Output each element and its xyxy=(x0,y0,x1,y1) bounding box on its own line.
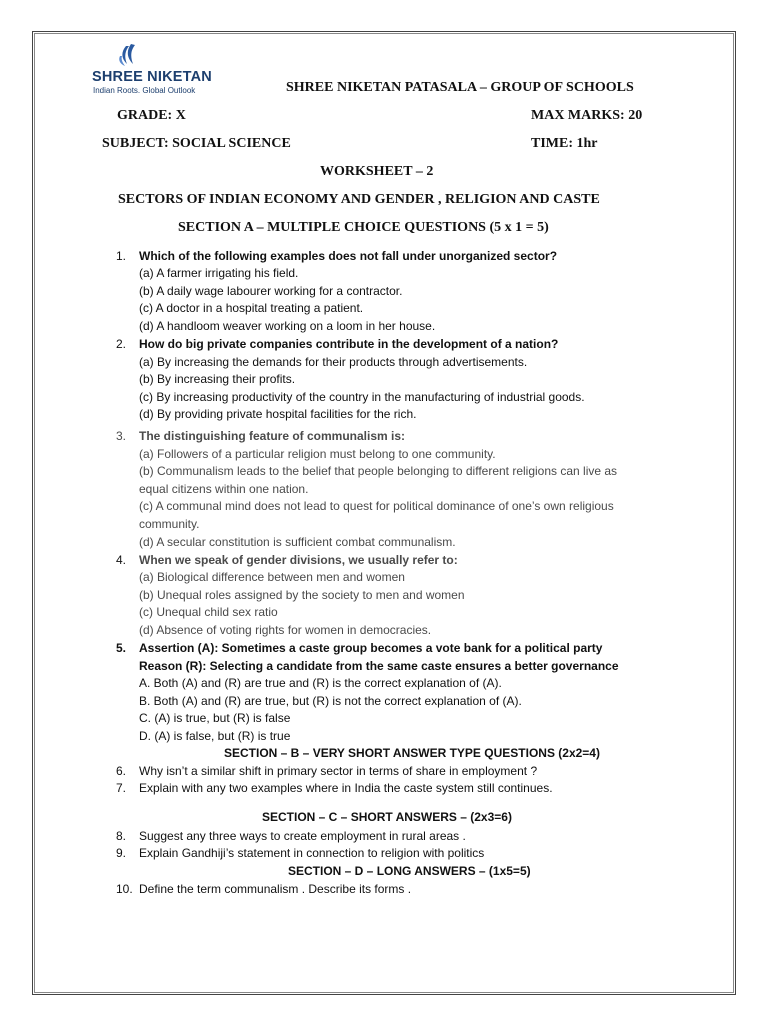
logo-name: SHREE NIKETAN xyxy=(92,69,212,85)
question-number: 5. xyxy=(116,641,127,655)
option: (b) By increasing their profits. xyxy=(139,372,296,386)
section-b-title: SECTION – B – VERY SHORT ANSWER TYPE QUESTIONS (2x2=4) xyxy=(224,746,600,760)
option: (d) By providing private hospital facilities for the rich. xyxy=(139,407,417,421)
question-text: Which of the following examples does not fall under unorganized sector? xyxy=(139,249,558,263)
option: A. Both (A) and (R) are true and (R) is the correct explanation of (A). xyxy=(139,676,502,690)
option: (c) Unequal child sex ratio xyxy=(139,605,278,619)
option: (d) A secular constitution is sufficient combat communalism. xyxy=(139,535,456,549)
question-number: 10. xyxy=(116,882,133,896)
assertion-text: Assertion (A): Sometimes a caste group becomes a vote bank for a political party xyxy=(139,641,603,655)
option: (b) Communalism leads to the belief that people belonging to different religions can live as xyxy=(139,464,618,478)
option: (a) Followers of a particular religion must belong to one community. xyxy=(139,447,496,461)
question-text: Why isn’t a similar shift in primary sector in terms of share in employment ? xyxy=(139,764,538,778)
max-marks-label: MAX MARKS: 20 xyxy=(531,108,643,123)
option-continued: equal citizens within one nation. xyxy=(139,482,309,496)
option-continued: community. xyxy=(139,517,200,531)
option: (d) Absence of voting rights for women in democracies. xyxy=(139,623,432,637)
question-number: 7. xyxy=(116,781,127,795)
logo-tagline: Indian Roots. Global Outlook xyxy=(93,86,196,95)
subject-label: SUBJECT: SOCIAL SCIENCE xyxy=(102,136,291,151)
question-text: Suggest any three ways to create employment in rural areas . xyxy=(139,829,466,843)
option: (c) By increasing productivity of the country in the manufacturing of industrial goods. xyxy=(139,390,585,404)
question-number: 2. xyxy=(116,337,127,351)
school-name: SHREE NIKETAN PATASALA – GROUP OF SCHOOLS xyxy=(286,80,634,95)
reason-text: Reason (R): Selecting a candidate from the same caste ensures a better governance xyxy=(139,659,619,673)
option: B. Both (A) and (R) are true, but (R) is not the correct explanation of (A). xyxy=(139,694,522,708)
option: C. (A) is true, but (R) is false xyxy=(139,711,291,725)
question-text: Explain with any two examples where in India the caste system still continues. xyxy=(139,781,553,795)
question-text: When we speak of gender divisions, we usually refer to: xyxy=(139,553,458,567)
worksheet-title: WORKSHEET – 2 xyxy=(320,164,434,179)
topic-title: SECTORS OF INDIAN ECONOMY AND GENDER , RELIGION AND CASTE xyxy=(118,192,600,207)
question-text: How do big private companies contribute in the development of a nation? xyxy=(139,337,559,351)
option: (a) Biological difference between men and women xyxy=(139,570,405,584)
option: (c) A doctor in a hospital treating a patient. xyxy=(139,301,364,315)
option: (d) A handloom weaver working on a loom in her house. xyxy=(139,319,436,333)
question-text: Explain Gandhiji’s statement in connection to religion with politics xyxy=(139,846,485,860)
question-number: 4. xyxy=(116,553,127,567)
question-number: 1. xyxy=(116,249,127,263)
option: (b) Unequal roles assigned by the society to men and women xyxy=(139,588,465,602)
section-a-title: SECTION A – MULTIPLE CHOICE QUESTIONS (5 x 1 = 5) xyxy=(178,220,549,235)
option: D. (A) is false, but (R) is true xyxy=(139,729,291,743)
option: (a) A farmer irrigating his field. xyxy=(139,266,299,280)
question-text: The distinguishing feature of communalism is: xyxy=(139,429,406,443)
question-number: 9. xyxy=(116,846,127,860)
grade-label: GRADE: X xyxy=(117,108,186,123)
question-text: Define the term communalism . Describe its forms . xyxy=(139,882,412,896)
section-c-title: SECTION – C – SHORT ANSWERS – (2x3=6) xyxy=(262,810,512,824)
option: (c) A communal mind does not lead to quest for political dominance of one’s own religious xyxy=(139,499,614,513)
section-d-title: SECTION – D – LONG ANSWERS – (1x5=5) xyxy=(288,864,531,878)
option: (a) By increasing the demands for their products through advertisements. xyxy=(139,355,528,369)
time-label: TIME: 1hr xyxy=(531,136,598,151)
question-number: 6. xyxy=(116,764,127,778)
option: (b) A daily wage labourer working for a contractor. xyxy=(139,284,403,298)
question-number: 3. xyxy=(116,429,127,443)
question-number: 8. xyxy=(116,829,127,843)
